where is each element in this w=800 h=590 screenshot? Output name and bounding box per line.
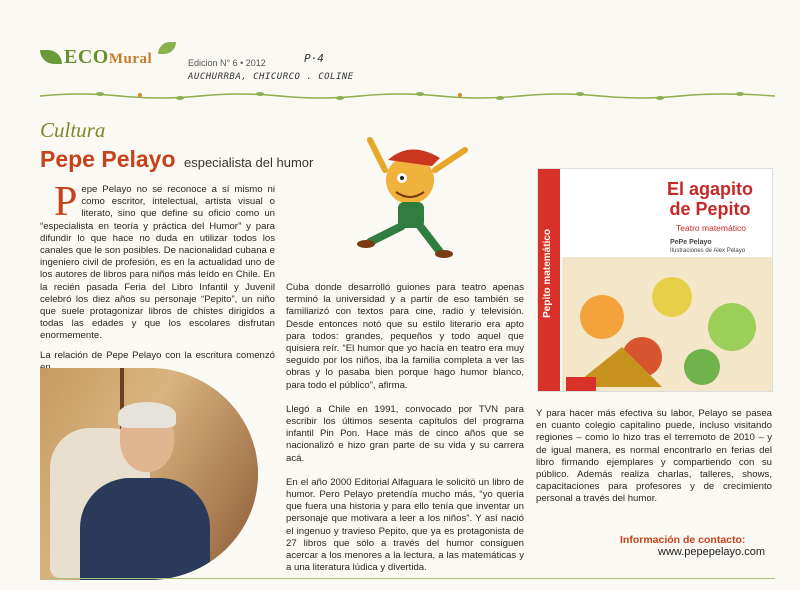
section-title: Cultura [40, 118, 106, 142]
paragraph: Llegó a Chile en 1991, convocado por TVN para escribir los últimos sesenta capítulos del programa infantil Pin Pon. Hace más de cinco años que se nacionalizó e hizo gran parte de su vida y su carrera acá. [286, 403, 524, 464]
vine-divider [40, 90, 775, 100]
drop-cap: P [54, 179, 78, 225]
article-headline [40, 146, 313, 173]
paragraph: En el año 2000 Editorial Alfaguara le solicitó un libro de humor. Pero Pelayo pretendía mucho más, “yo quería que fuera una historia y para ello tenía que inventar un personaje que motivara a leer a los niños”. Y así nació el ingenuo y travieso Pepito, que ya es protagonista de 27 libros que sólo a través del humor consiguen acercar a los menores a la lectura, a las matemáticas y a una literatura lúdica y divertida. [286, 476, 524, 574]
contact-title: Información de contacto: [620, 534, 746, 546]
bottom-divider [40, 578, 775, 579]
article-column-1 [40, 179, 275, 343]
book-title-line: El agapito [666, 179, 753, 199]
leaf-icon [40, 50, 62, 64]
book-title-line: de Pepito [669, 199, 751, 219]
article-column-2 [286, 282, 524, 586]
handwritten-page-note: P·4 [304, 52, 324, 65]
article-column-3 [536, 408, 772, 506]
author-photo [40, 368, 258, 580]
ecomural-logo [40, 36, 180, 72]
edition-label: Edicion N° 6 • 2012 [188, 58, 266, 68]
article-subtitle: especialista del humor [183, 155, 314, 170]
paragraph: epe Pelayo no se reconoce a sí mismo ni como escritor, intelectual, artista visual o literato, sino que define su oficio como un “especialista en teoría y práctica del Humor” y para difundir lo que hace no duda en utilizar todos los canales que le son posibles. De nacionalidad cubana e ingeniero civil de profesión, es en la actualidad uno de los autores de libros para niños más leído en Chile. En la recién pasada Feria del Libro Infantil y Juvenil celebró los diez años su personaje “Pepito”, un niño que suele protagonizar libros de chistes dirigidos a todas las edades y que los escolares disfrutan enormemente. [40, 184, 275, 342]
paragraph: Cuba donde desarrolló guiones para teatro apenas terminó la universidad y a partir de eso también se familiarizó con textos para cine, radio y televisión. Desde entonces notó que su estilo literario era apto para todos: grandes, pequeños y todo aquel que quisiera reír. “El humor que yo hacía en teatro era muy seguido por los niños, iba la familia completa a ver las obras y lo pasaba bien porque hago humor blanco, para todo el público”, afirma. [286, 282, 524, 391]
paragraph: Y para hacer más efectiva su labor, Pelayo se pasea en cuanto colegio capitalino puede, incluso visitando regiones – como lo hizo tras el terremoto de 2010 – y de igual manera, es normal encontrarlo en ferias del libro firmando ejemplares y compartiendo con su público. Además realiza charlas, talleres, shows, capacitaciones para profesores y de crecimiento personal a través del humor. [536, 408, 772, 505]
logo-mural: Mural [108, 51, 153, 67]
book-illustrator: Ilustraciones de Alex Pelayo [670, 248, 746, 254]
handwritten-names-note: AUCHURRBA, CHICURCO . COLINE [188, 72, 354, 82]
book-subtitle: Teatro matemático [676, 223, 746, 233]
paragraph: La relación de Pepe Pelayo con la escritura comenzó [40, 350, 275, 361]
pepito-cartoon-illustration [340, 130, 480, 260]
book-author: PePe Pelayo [670, 239, 712, 246]
logo-text [64, 46, 152, 69]
book-title [650, 179, 770, 219]
leaf-icon [158, 42, 176, 54]
book-cover-image [537, 168, 773, 392]
article-title: Pepe Pelayo [40, 146, 176, 172]
book-spine [538, 169, 560, 391]
logo-eco: ECO [64, 46, 109, 68]
contact-url-link[interactable]: www.pepepelayo.com [658, 546, 766, 558]
book-spine-text: Pepito matemático [542, 229, 553, 318]
book-cover-art [562, 257, 773, 392]
